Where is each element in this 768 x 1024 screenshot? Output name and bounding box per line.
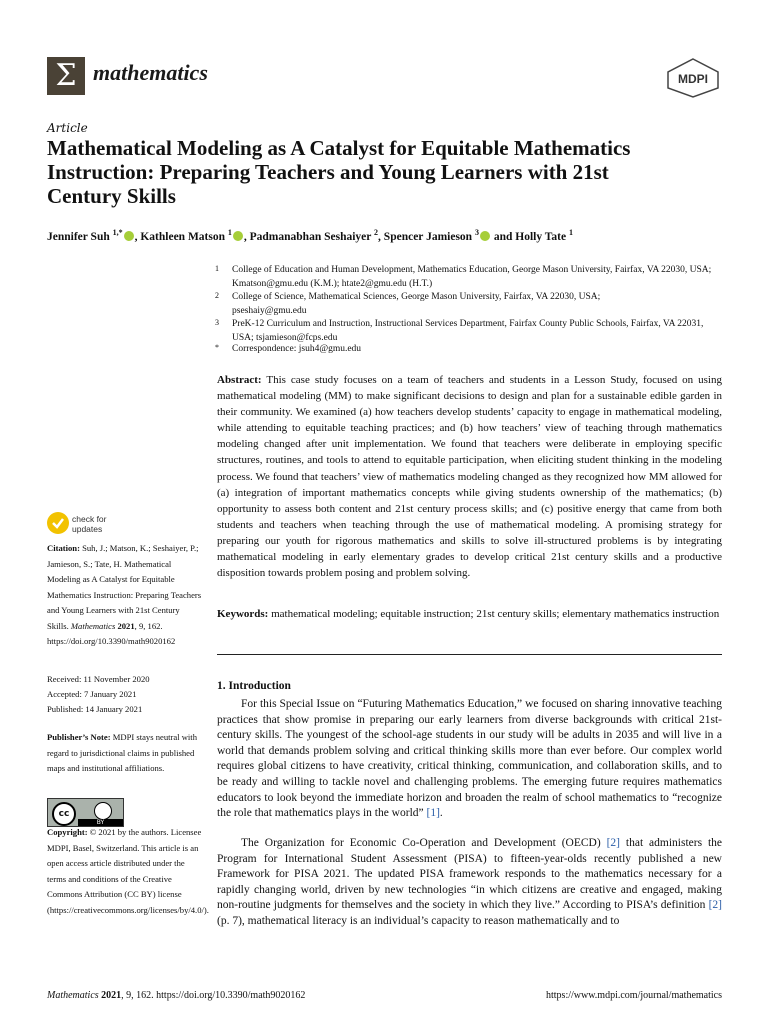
cc-by-license-badge[interactable]: [47, 798, 124, 827]
author-sup: 3: [474, 228, 479, 237]
orcid-icon[interactable]: [233, 231, 243, 241]
citation-year: 2021: [117, 620, 135, 631]
abstract-text: This case study focuses on a team of teachers and students in a Lesson Study, focused on using mathematical modeling (MM) to make significant decisions to design and plan for a sustainable edible garden in their community. We examined (a) how teachers develop students’ capacity to engage in mathematical modeling, while attending to equitable teaching practices; and (b) how teachers’ view of teaching through mathematics modeling changed after unit implementation. We found that teachers were deliberate in employing specific structures, routines, and tools to attend to equitable participation, when eliciting student thinking in the modeling process. We found that teachers’ view of mathematics modeling changed as they recognized how MM allowed for (a) integration of important mathematics concepts while giving students ownership of the mathematics; (b) opportunity to assess both content and 21st century process skills; and (c) positive energy that came from both students and teachers when teaching through the use of mathematical modeling. A promising strategy for preparing our youth for rigorous mathematics and skills to solve ill-structured problems is by integrating mathematical modeling in early elementary grades to develop critical 21st century skills and a productive disposition towards problem posing and problem solving.: [217, 374, 722, 580]
citation-volume: , 9, 162.: [134, 620, 163, 631]
mdpi-label: MDPI: [678, 72, 708, 86]
copyright-label: Copyright:: [47, 827, 88, 837]
orcid-icon[interactable]: [124, 231, 134, 241]
author-name: Kathleen Matson: [140, 230, 226, 243]
author-sup: 1: [568, 228, 573, 237]
paragraph-text: The Organization for Economic Co-Operation and Development (OECD): [241, 837, 607, 849]
footer-doi[interactable]: , 9, 162. https://doi.org/10.3390/math9020162: [121, 990, 306, 1001]
footer-citation: [47, 990, 305, 1001]
body-paragraph: [217, 697, 722, 822]
check-for-updates-link[interactable]: check for updates: [72, 514, 107, 534]
citation-text: Suh, J.; Matson, K.; Seshaiyer, P.; Jamieson, S.; Tate, H. Mathematical Modeling as A Catalyst for Equitable Mathematics Instruction: Preparing Teachers and Young Learners with 21st Century Skills.: [47, 543, 202, 631]
publisher-note: [47, 730, 202, 777]
affiliation-number: 2: [215, 291, 219, 300]
author-name: Holly Tate: [515, 230, 567, 243]
author-name: Jennifer Suh: [47, 230, 110, 243]
section-divider: [217, 654, 722, 655]
author-sup: 1,*: [112, 228, 123, 237]
paragraph-text: (p. 7), mathematical literacy is an individual’s capacity to reason mathematically and to: [217, 914, 620, 927]
check-for-updates-icon[interactable]: [47, 512, 69, 534]
orcid-icon[interactable]: [480, 231, 490, 241]
section-heading: 1. Introduction: [217, 680, 291, 692]
author-sup: 1: [227, 228, 232, 237]
creative-commons-icon: cc: [52, 802, 76, 826]
received-date: Received: 11 November 2020: [47, 674, 150, 684]
article-type: Article: [47, 121, 88, 135]
published-date: Published: 14 January 2021: [47, 704, 143, 714]
citation-link[interactable]: [2]: [708, 899, 722, 912]
paper-title: Mathematical Modeling as A Catalyst for Equitable Mathematics Instruction: Preparing Teachers and Young Learners with 21st Century Skills: [47, 136, 631, 208]
citation-journal: Mathematics: [70, 620, 116, 631]
copyright-block: [47, 825, 209, 918]
person-icon: [94, 802, 112, 820]
abstract: [217, 372, 722, 581]
by-label: BY: [78, 819, 123, 826]
affiliation-number: 3: [215, 318, 219, 327]
affiliation: College of Science, Mathematical Sciences, George Mason University, Fairfax, VA 22030, USA; pseshaiy@gmu.edu: [232, 292, 601, 316]
paragraph-text: that administers the Program for International Student Assessment (PISA) to fifteen-year-olds recently published a new Framework for PISA 2021. The updated PISA framework responds to the mathematics necessary for a rapidly changing world, driven by new technologies “in which citizens are creative and engaged, making non-routine judgments for themselves and the society in which they live.” According to PISA’s definition: [217, 837, 722, 912]
abstract-label: Abstract:: [217, 374, 262, 386]
citation-label: Citation:: [47, 543, 80, 553]
journal-name: mathematics: [93, 60, 208, 85]
keywords-label: Keywords:: [217, 608, 269, 620]
author-name: Spencer Jamieson: [383, 230, 473, 243]
correspondence: Correspondence: jsuh4@gmu.edu: [232, 344, 362, 354]
citation-link[interactable]: [1]: [426, 807, 440, 820]
author-sup: 2: [374, 228, 379, 237]
author-list: Jennifer Suh $^{1,*}$ , Kathleen Matson $^1$ , Padmanabhan Seshaiyer $^2$, Spencer Jamieson $^3$ and Holly Tate $^1$: [47, 228, 573, 243]
copyright-text: © 2021 by the authors. Licensee MDPI, Basel, Switzerland. This article is an open access article distributed under the terms and conditions of the Creative Commons Attribution (CC BY) license (https://creativecommons.org/licenses/by/4.0/).: [47, 827, 209, 915]
footer-journal-url[interactable]: https://www.mdpi.com/journal/mathematics: [546, 990, 722, 1001]
author-name: Padmanabhan Seshaiyer: [249, 230, 372, 243]
sigma-icon: Σ: [55, 58, 77, 93]
accepted-date: Accepted: 7 January 2021: [47, 689, 137, 699]
paragraph-text: For this Special Issue on “Futuring Mathematics Education,” we focused on sharing innovative teaching practices that show promise in preparing our early learners from diverse backgrounds with critical 21st-century skills. The youngest of the school-age students in our study will be adults in 2035 and will live in a world that demands problem solving and critical thinking skills more than ever before. Our complex world requires global citizens to have creativity, critical thinking, communication, and collaboration skills, and to be ready and willing to tackle novel and challenging problems. The emerging future requires mathematics educators to look beyond the immediate horizon and broaden the realm of school mathematics to “recognize the role that mathematics plays in the world”: [217, 698, 722, 820]
publisher-note-label: Publisher’s Note:: [47, 732, 111, 742]
body-paragraph: [217, 836, 722, 930]
journal-logo: [47, 57, 85, 95]
keywords-text: mathematical modeling; equitable instruction; 21st century skills; elementary mathematics instruction: [271, 608, 720, 620]
keywords: [217, 606, 722, 622]
affiliation: College of Education and Human Development, Mathematics Education, George Mason University, Fairfax, VA 22030, USA; Kmatson@gmu.edu (K.M.); htate2@gmu.edu (H.T.): [232, 265, 712, 289]
footer-journal: Mathematics: [47, 990, 99, 1001]
citation-link[interactable]: [2]: [606, 837, 621, 849]
footer-year: 2021: [101, 990, 122, 1001]
mdpi-logo: [665, 58, 721, 98]
citation-block: [47, 541, 202, 650]
affiliation: PreK-12 Curriculum and Instruction, Instructional Services Department, Fairfax County Public Schools, Fairfax, VA 22031, USA; tsjamieson@fcps.edu: [232, 319, 704, 343]
citation-doi-link[interactable]: https://doi.org/10.3390/math9020162: [47, 636, 176, 646]
publisher-note-text: MDPI stays neutral with regard to jurisdictional claims in published maps and institutional affiliations.: [47, 732, 197, 773]
paragraph-text: .: [439, 807, 443, 820]
affiliation-number: 1: [215, 264, 219, 273]
correspondence-marker: *: [215, 343, 219, 352]
